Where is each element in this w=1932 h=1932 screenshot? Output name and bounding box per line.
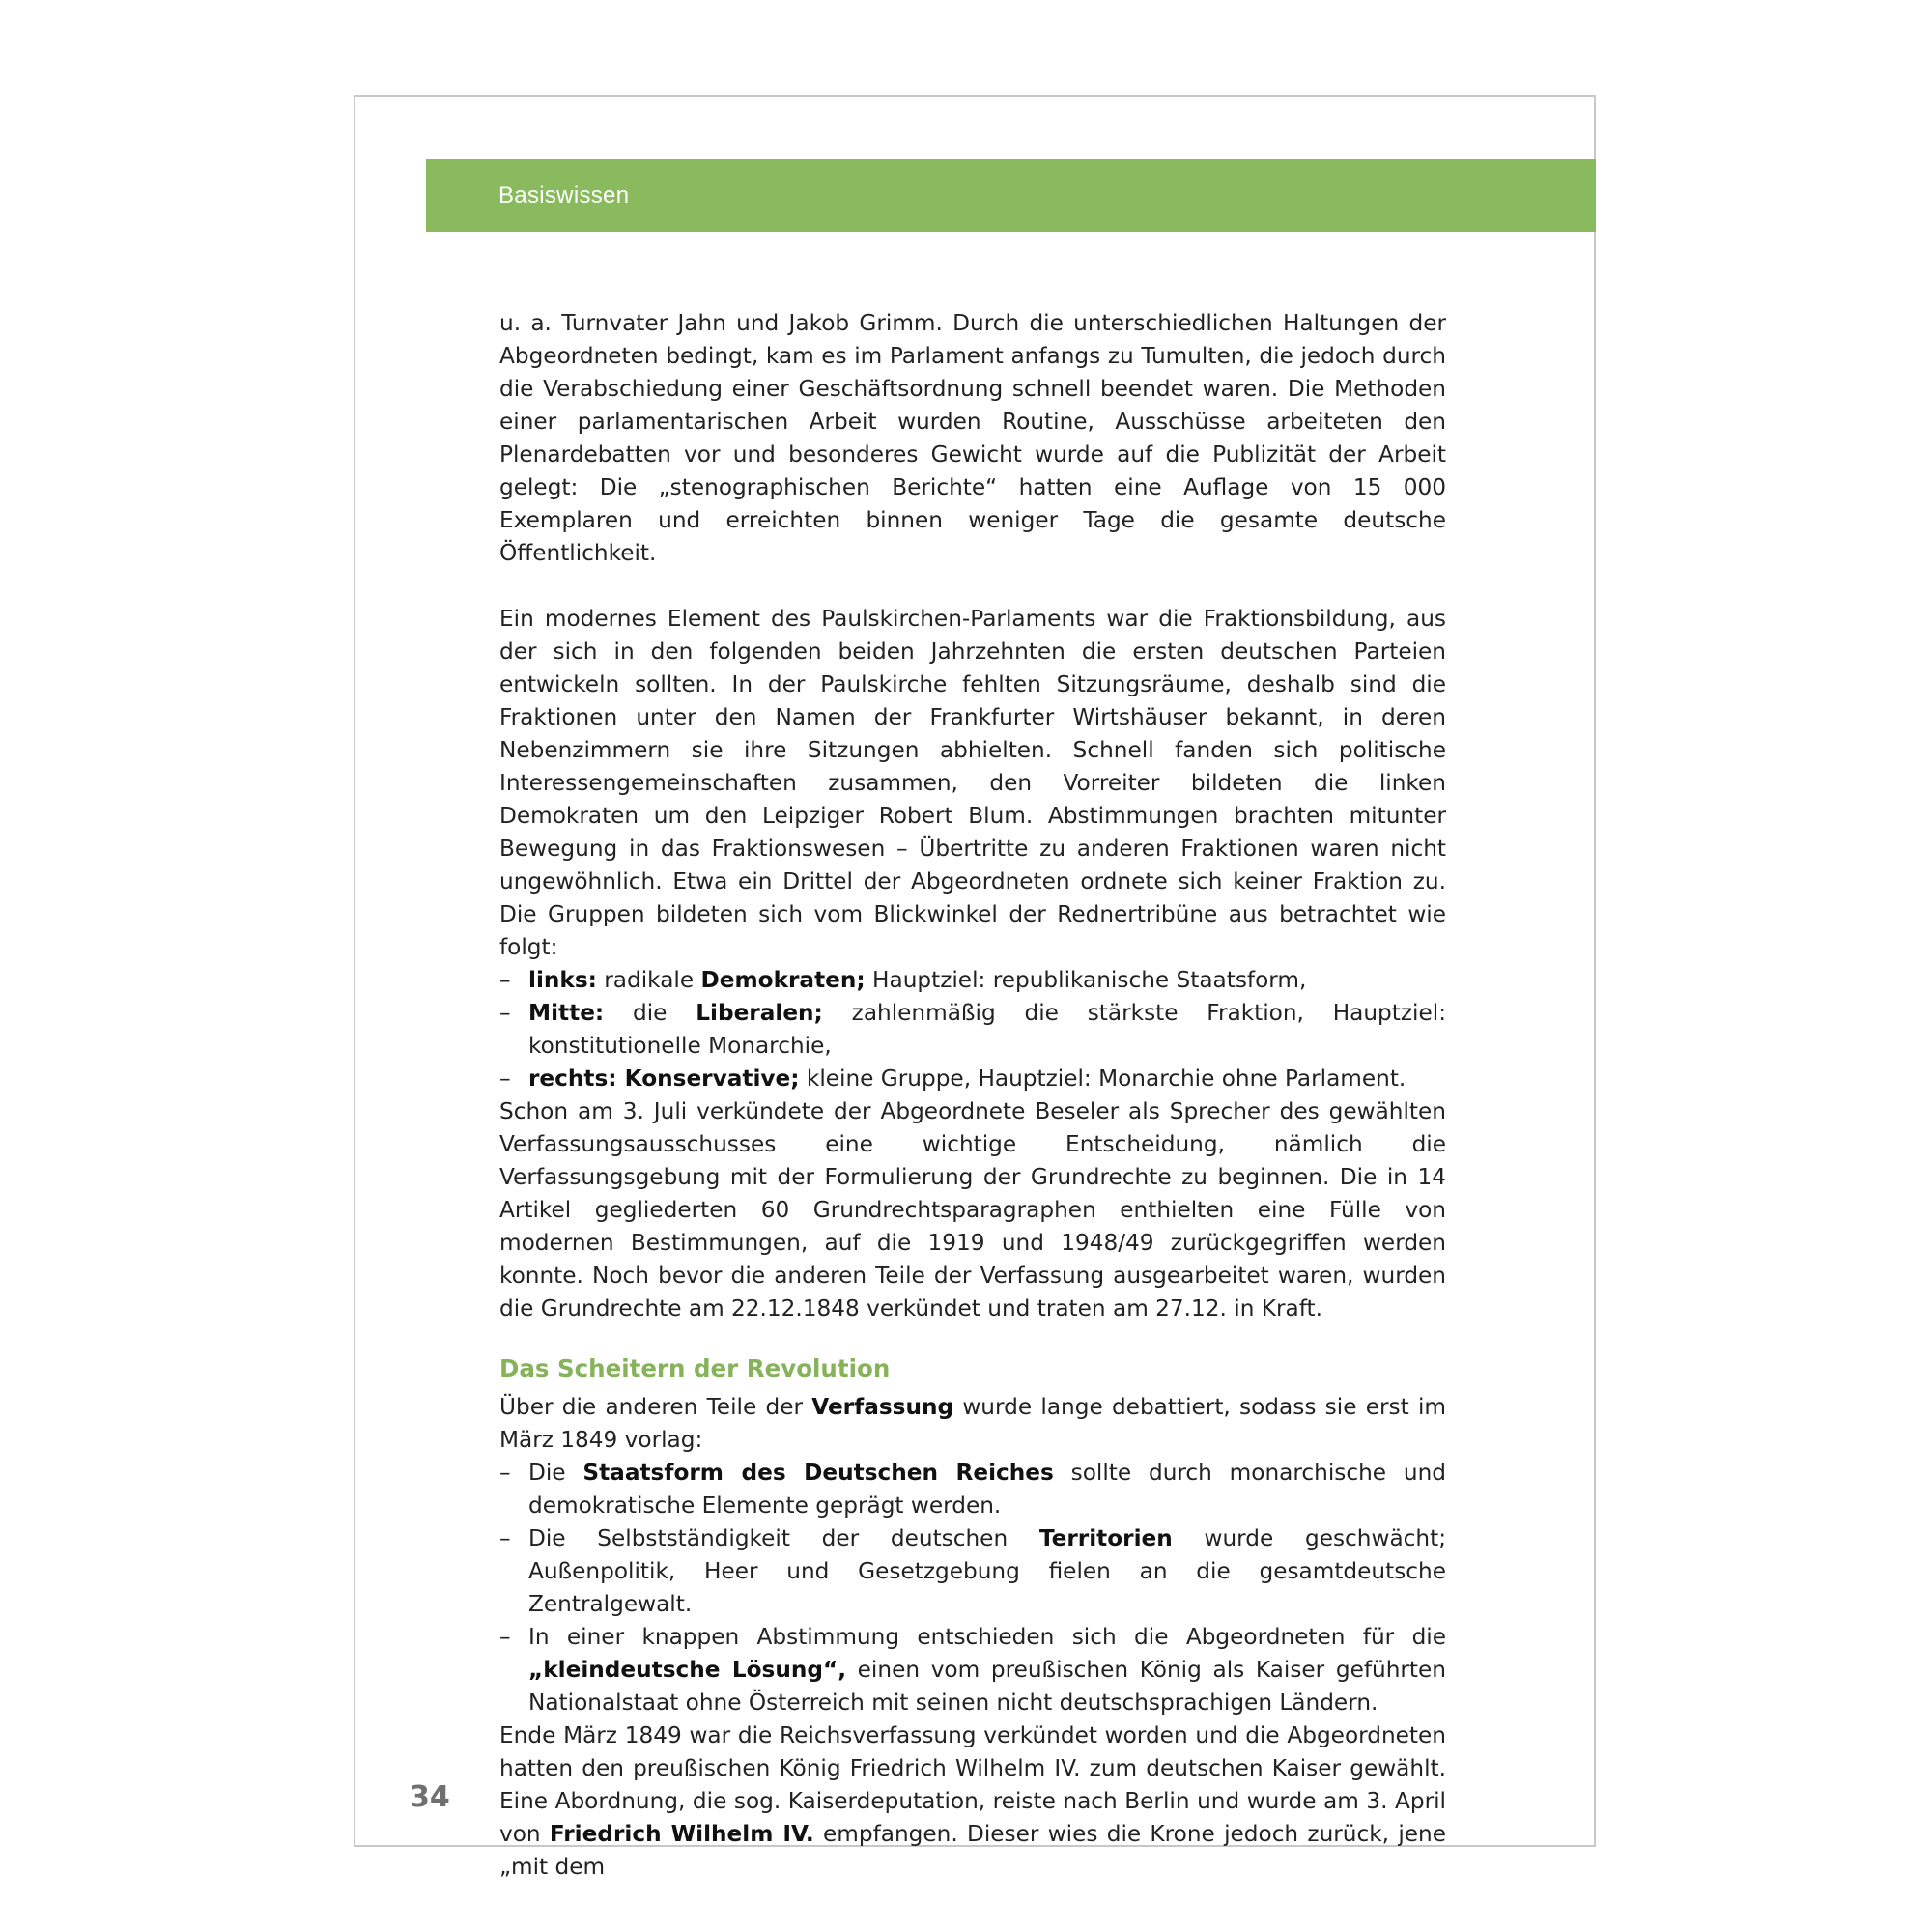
list-item (499, 964, 1446, 997)
bold-term: rechts: Konservative; (528, 1065, 800, 1092)
section-intro (499, 1391, 1446, 1457)
bold-term: Liberalen; (696, 1000, 823, 1026)
page-number: 34 (410, 1780, 450, 1814)
list-item (499, 1621, 1446, 1719)
bold-term: Mitte: (528, 1000, 605, 1026)
list-text: sollte durch monarchische und demokratische Elemente geprägt werden. (528, 1460, 1446, 1519)
paragraph-1: u. a. Turnvater Jahn und Jakob Grimm. Durch die unterschiedlichen Haltungen der Abgeordneten bedingt, kam es im Parlament anfangs zu Tumulten, die jedoch durch die Verabschiedung einer Geschäftsordnung schnell beendet waren. Die Methoden einer parlamentarischen Arbeit wurden Routine, Ausschüsse arbeiteten den Plenardebatten vor und besonderes Gewicht wurde auf die Publizität der Arbeit gelegt: Die „stenographischen Berichte“ hatten eine Auflage von 15 000 Exemplaren und erreichten binnen weniger Tage die gesamte deutsche Öffentlichkeit. (499, 310, 1446, 566)
intro-text: wurde lange debattiert, sodass sie erst im März 1849 vorlag: (499, 1394, 1446, 1453)
list-item (499, 997, 1446, 1063)
list-text: die (604, 1000, 696, 1026)
dash-bullet: – (499, 1525, 511, 1551)
bold-term: „kleindeutsche Lösung“, (528, 1657, 847, 1683)
dash-bullet: – (499, 967, 511, 993)
list-text: In einer knappen Abstimmung entschieden sich die Abgeordneten für die (528, 1624, 1446, 1650)
paragraph-5 (499, 1719, 1446, 1884)
list-item (499, 1457, 1446, 1522)
list-item (499, 1522, 1446, 1621)
constitution-list (499, 1457, 1446, 1719)
list-text: zahlenmäßig die stärkste Fraktion, Hauptziel: konstitutionelle Monarchie, (528, 1000, 1447, 1059)
body-text (499, 307, 1446, 1884)
bold-term: links: (528, 967, 597, 993)
bold-term: Staatsform des Deutschen Reiches (582, 1460, 1054, 1486)
list-text: Hauptziel: republikanische Staatsform, (865, 967, 1307, 993)
list-item (499, 1063, 1446, 1095)
list-text: Die (528, 1460, 583, 1486)
section-header-bar (426, 159, 1596, 232)
bold-term: Demokraten; (700, 967, 866, 993)
header-title: Basiswissen (498, 183, 630, 209)
paragraph-text: empfangen. Dieser wies die Krone jedoch zurück, jene „mit dem (499, 1821, 1446, 1880)
list-text: wurde geschwächt; Außenpolitik, Heer und Gesetzgebung fielen an die gesamtdeutsche Zentralgewalt. (528, 1525, 1447, 1617)
faction-list (499, 964, 1446, 1095)
list-text: radikale (596, 967, 701, 993)
intro-text: Über die anderen Teile der (499, 1394, 812, 1420)
list-text: kleine Gruppe, Hauptziel: Monarchie ohne Parlament. (799, 1065, 1406, 1092)
list-text: Die Selbstständigkeit der deutschen (528, 1525, 1039, 1551)
dash-bullet: – (499, 1460, 511, 1486)
paragraph-3: Schon am 3. Juli verkündete der Abgeordnete Beseler als Sprecher des gewählten Verfassungsausschusses eine wichtige Entscheidung, nämlich die Verfassungsgebung mit der Formulierung der Grundrechte zu beginnen. Die in 14 Artikel gegliederten 60 Grundrechtsparagraphen enthielten eine Fülle von modernen Bestimmungen, auf die 1919 und 1948/49 zurückgegriffen werden konnte. Noch bevor die anderen Teile der Verfassung ausgearbeitet waren, wurden die Grundrechte am 22.12.1848 verkündet und traten am 27.12. in Kraft. (499, 1098, 1446, 1321)
paragraph-2: Ein modernes Element des Paulskirchen-Parlaments war die Fraktionsbildung, aus der sich in den folgenden beiden Jahrzehnten die ersten deutschen Parteien entwickeln sollten. In der Paulskirche fehlten Sitzungsräume, deshalb sind die Fraktionen unter den Namen der Frankfurter Wirtshäuser bekannt, in deren Nebenzimmern sie ihre Sitzungen abhielten. Schnell fanden sich politische Interessengemeinschaften zusammen, den Vorreiter bildeten die linken Demokraten um den Leipziger Robert Blum. Abstimmungen brachten mitunter Bewegung in das Fraktionswesen – Übertritte zu anderen Fraktionen waren nicht ungewöhnlich. Etwa ein Drittel der Abgeordneten ordnete sich keiner Fraktion zu. Die Gruppen bildeten sich vom Blickwinkel der Rednertribüne aus betrachtet wie folgt: (499, 606, 1446, 960)
bold-term: Territorien (1038, 1525, 1173, 1551)
dash-bullet: – (499, 1624, 511, 1650)
dash-bullet: – (499, 1065, 511, 1092)
dash-bullet: – (499, 1000, 511, 1026)
paragraph-text: Ende März 1849 war die Reichsverfassung verkündet worden und die Abgeordneten hatten den preußischen König Friedrich Wilhelm IV. zum deutschen Kaiser gewählt. Eine Abordnung, die sog. Kaiserdeputation, reiste nach Berlin und wurde am 3. April von (499, 1722, 1446, 1847)
bold-term: Verfassung (811, 1394, 954, 1420)
section-heading: Das Scheitern der Revolution (499, 1354, 891, 1382)
bold-term: Friedrich Wilhelm IV. (549, 1821, 814, 1847)
list-text: einen vom preußischen König als Kaiser geführten Nationalstaat ohne Österreich mit seinen nicht deutschsprachigen Ländern. (528, 1657, 1446, 1716)
